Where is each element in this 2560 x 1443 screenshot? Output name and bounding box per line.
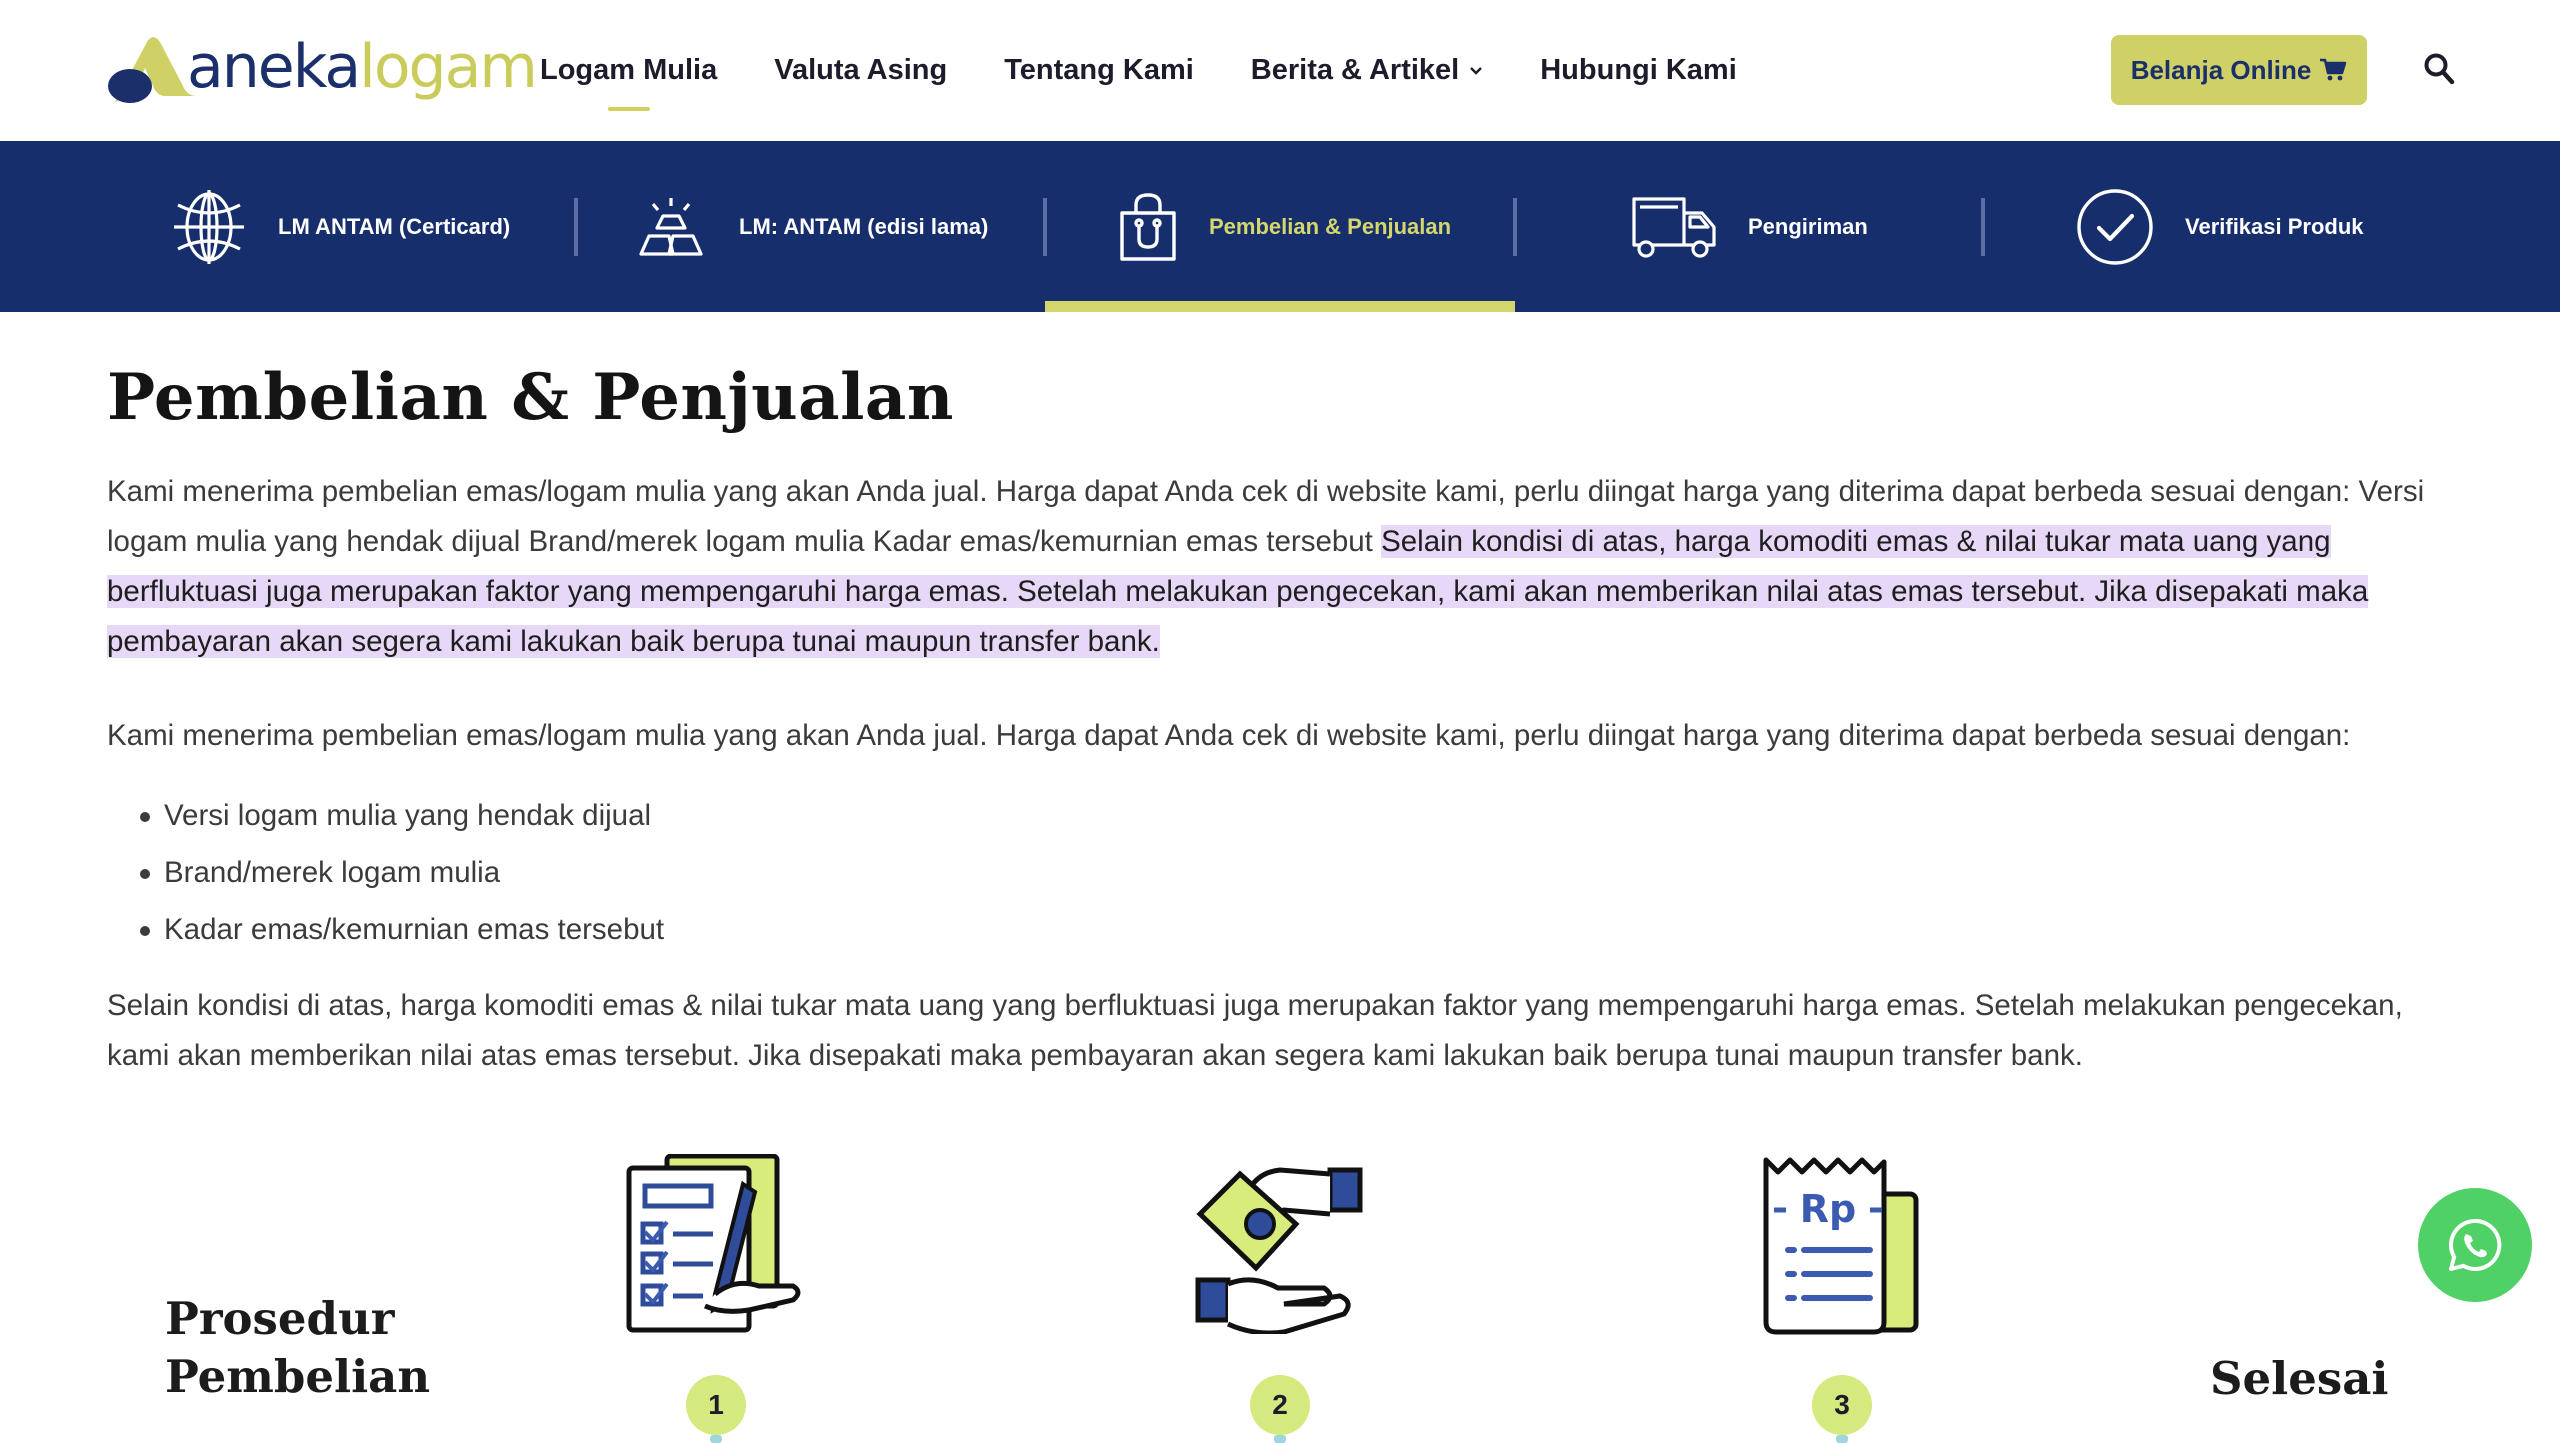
nav-logam-mulia[interactable] xyxy=(540,54,717,87)
cart-icon xyxy=(2319,58,2347,82)
whatsapp-button[interactable] xyxy=(2418,1188,2532,1302)
conditions-paragraph: Kami menerima pembelian emas/logam mulia yang akan Anda jual. Harga dapat Anda cek di website kami, perlu diingat harga yang diterima dapat berbeda sesuai dengan: xyxy=(107,719,2351,752)
list-item: Brand/merek logam mulia xyxy=(107,844,664,901)
step-connector xyxy=(1274,1435,1286,1443)
procedure-title: Prosedur Pembelian xyxy=(165,1292,431,1403)
delivery-truck-icon xyxy=(1630,195,1718,259)
nav-label: Logam Mulia xyxy=(540,54,718,86)
tab-divider xyxy=(1043,198,1047,256)
tab-pembelian-penjualan[interactable] xyxy=(1117,141,1451,312)
whatsapp-icon xyxy=(2447,1217,2503,1273)
tab-divider xyxy=(574,198,578,256)
site-logo[interactable] xyxy=(105,32,536,104)
shopping-bag-icon xyxy=(1117,191,1179,263)
globe-grid-icon xyxy=(170,187,248,267)
nav-label: Valuta Asing xyxy=(774,54,948,86)
closing-paragraph: Selain kondisi di atas, harga komoditi emas & nilai tukar mata uang yang berfluktuasi juga merupakan faktor yang mempengaruhi harga emas. Setelah melakukan pengecekan, kami akan memberikan nilai atas emas tersebut. Jika disepakati maka pembayaran akan segera kami lakukan baik berupa tunai maupun transfer bank. xyxy=(107,989,2403,1072)
conditions-list xyxy=(107,787,664,958)
intro-paragraph xyxy=(107,467,2457,667)
step-number: 2 xyxy=(1250,1375,1310,1435)
tab-lm-antam-edisi-lama[interactable] xyxy=(633,141,988,312)
list-item: Kadar emas/kemurnian emas tersebut xyxy=(107,901,664,958)
gold-bar-icon xyxy=(633,192,709,262)
step-connector xyxy=(1836,1435,1848,1443)
tab-label: LM: ANTAM (edisi lama) xyxy=(739,213,989,239)
intro-text: Kami menerima pembelian emas/logam mulia yang akan Anda jual. Harga dapat Anda cek di website kami, perlu diingat harga yang diterima dapat berbeda sesuai dengan: Versi logam mulia yang hendak dijual Brand/merek logam mulia Kadar emas/kemurnian emas tersebut xyxy=(107,475,2425,558)
form-checklist-icon xyxy=(625,1154,807,1336)
tab-verifikasi-produk[interactable] xyxy=(2075,141,2364,312)
procedure-end-label: Selesai xyxy=(2210,1352,2389,1405)
belanja-online-button[interactable] xyxy=(2111,35,2367,105)
step-connector xyxy=(710,1435,722,1443)
highlighted-text: Selain kondisi di atas, harga komoditi emas & nilai tukar mata uang yang berfluktuasi juga merupakan faktor yang mempengaruhi harga emas. Setelah melakukan pengecekan, kami akan memberikan nilai atas emas tersebut. Jika disepakati maka pembayaran akan segera kami lakukan baik berupa tunai maupun transfer bank. xyxy=(107,525,2369,658)
nav-berita-artikel[interactable] xyxy=(1251,54,1483,87)
receipt-rp-icon xyxy=(1760,1154,1924,1336)
handshake-money-icon xyxy=(1190,1154,1370,1334)
site-header xyxy=(0,0,2560,141)
tab-divider xyxy=(1981,198,1985,256)
tab-label: Pembelian & Penjualan xyxy=(1209,213,1452,239)
step-number: 1 xyxy=(686,1375,746,1435)
check-circle-icon xyxy=(2075,187,2155,267)
nav-label: Berita & Artikel xyxy=(1250,54,1460,86)
category-tab-bar xyxy=(0,141,2560,312)
receipt-rp-text: Rp xyxy=(1799,1187,1857,1231)
tab-pengiriman[interactable] xyxy=(1630,141,1868,312)
nav-label: Hubungi Kami xyxy=(1540,54,1737,86)
shop-button-label: Belanja Online xyxy=(2130,54,2312,85)
nav-tentang-kami[interactable] xyxy=(1004,54,1194,87)
nav-hubungi-kami[interactable] xyxy=(1540,54,1737,87)
tab-label: Pengiriman xyxy=(1748,213,1868,239)
search-icon[interactable] xyxy=(2423,52,2455,86)
tab-label: Verifikasi Produk xyxy=(2185,213,2364,239)
tab-lm-antam-certicard[interactable] xyxy=(170,141,510,312)
list-item: Versi logam mulia yang hendak dijual xyxy=(107,787,664,844)
step-number: 3 xyxy=(1812,1375,1872,1435)
nav-valuta-asing[interactable] xyxy=(774,54,947,87)
tab-divider xyxy=(1513,198,1517,256)
chevron-down-icon xyxy=(1469,64,1483,78)
page-title: Pembelian & Penjualan xyxy=(107,360,954,435)
active-tab-indicator xyxy=(1045,301,1515,312)
nav-label: Tentang Kami xyxy=(1004,54,1194,86)
logo-wordmark: anekalogam xyxy=(187,32,536,102)
tab-label: LM ANTAM (Certicard) xyxy=(278,213,511,239)
main-nav xyxy=(540,0,1794,141)
